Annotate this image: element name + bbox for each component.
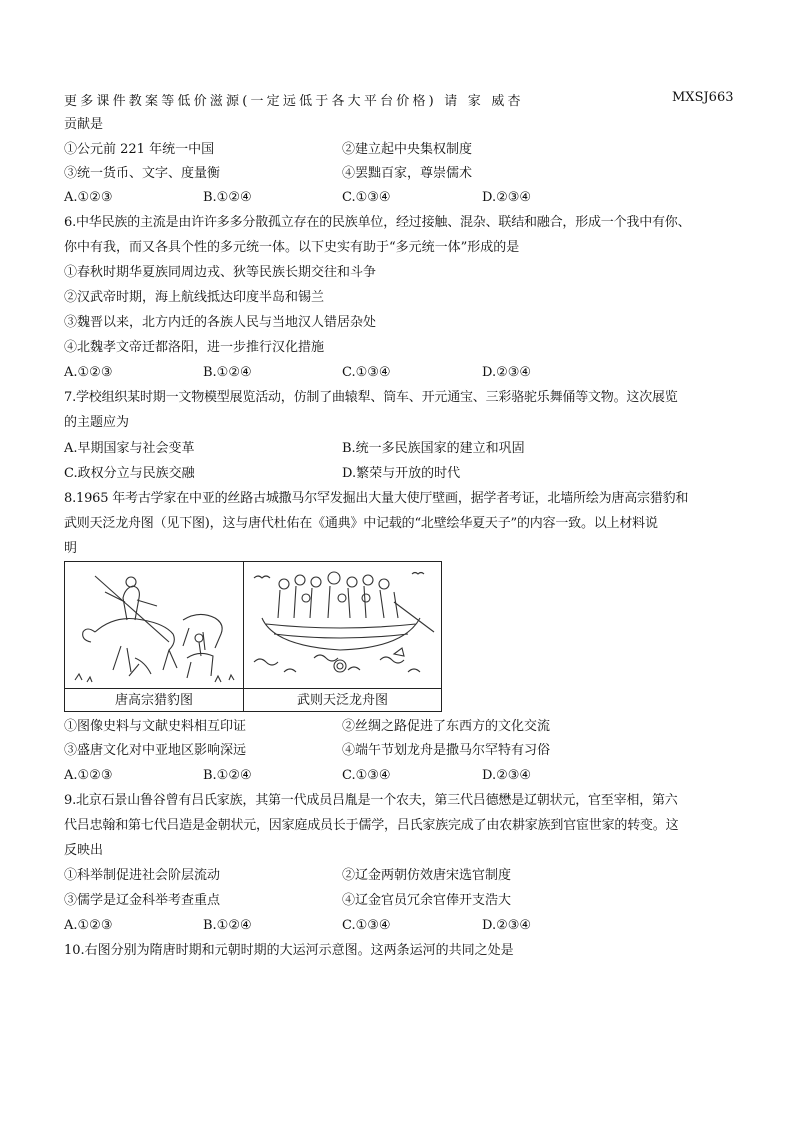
q6-option-c: C.①③④ [342, 365, 391, 380]
q8-item-2: ②丝绸之路促进了东西方的文化交流 [342, 719, 551, 734]
q8-item-3: ③盛唐文化对中亚地区影响深远 [64, 743, 247, 758]
q8-option-b: B.①②④ [203, 768, 252, 783]
dragon-boat-scene-cell [244, 562, 441, 688]
mural-figure-table [64, 561, 442, 712]
q5-option-b: B.①②④ [203, 190, 252, 205]
q9-item-4: ④辽金官员冗余官俸开支浩大 [342, 893, 512, 908]
q6-option-d: D.②③④ [482, 365, 532, 380]
q5-option-d: D.②③④ [482, 190, 532, 205]
q9-item-2: ②辽金两朝仿效唐宋选官制度 [342, 868, 512, 883]
q8-option-c: C.①③④ [342, 768, 391, 783]
q9-option-c: C.①③④ [342, 918, 391, 933]
q10-stem: 10.右图分别为隋唐时期和元朝时期的大运河示意图。这两条运河的共同之处是 [64, 943, 514, 958]
figure-caption-hunting: 唐高宗猎豹图 [65, 688, 244, 712]
q5-item-4: ④罢黜百家，尊崇儒术 [342, 166, 473, 181]
q5-stem-tail: 贡献是 [64, 117, 104, 132]
q7-option-d: D.繁荣与开放的时代 [342, 466, 461, 481]
q6-option-b: B.①②④ [203, 365, 252, 380]
q9-item-1: ①科举制促进社会阶层流动 [64, 868, 221, 883]
q9-stem-line-1: 9.北京石景山鲁谷曾有吕氏家族，其第一代成员吕胤是一个农夫，第三代吕德懋是辽朝状元，官至宰相，第六 [64, 793, 678, 808]
q8-stem-line-2: 武则天泛龙舟图（见下图)，这与唐代杜佑在《通典》中记载的“北壁绘华夏天子”的内容一致。以上材料说 [64, 516, 658, 531]
q8-stem-line-3: 明 [64, 541, 78, 556]
q9-option-a: A.①②③ [64, 918, 113, 933]
q9-stem-line-3: 反映出 [64, 843, 104, 858]
q5-option-c: C.①③④ [342, 190, 391, 205]
q5-item-3: ③统一货币、文字、度量衡 [64, 166, 221, 181]
q6-option-a: A.①②③ [64, 365, 113, 380]
q5-item-1: ①公元前 221 年统一中国 [64, 142, 215, 157]
q5-option-a: A.①②③ [64, 190, 113, 205]
q6-item-3: ③魏晋以来，北方内迁的各族人民与当地汉人错居杂处 [64, 315, 377, 330]
figure-caption-dragon-boat: 武则天泛龙舟图 [244, 688, 441, 712]
q6-stem-line-1: 6.中华民族的主流是由许许多多分散孤立存在的民族单位，经过接触、混杂、联结和融合，形成一个我中有你、 [64, 215, 691, 230]
q6-item-4: ④北魏孝文帝迁都洛阳，进一步推行汉化措施 [64, 340, 325, 355]
q9-item-3: ③儒学是辽金科举考查重点 [64, 893, 221, 908]
q7-option-b: B.统一多民族国家的建立和巩固 [342, 441, 525, 456]
q8-item-1: ①图像史料与文献史料相互印证 [64, 719, 247, 734]
q7-option-c: C.政权分立与民族交融 [64, 466, 195, 481]
q7-stem-line-2: 的主题应为 [64, 415, 130, 430]
header-promo-text: 更多课件教案等低价滋源(一定远低于各大平台价格) 请 家 威杏 [64, 94, 524, 109]
q8-item-4: ④端午节划龙舟是撒马尔罕特有习俗 [342, 743, 551, 758]
q5-item-2: ②建立起中央集权制度 [342, 142, 473, 157]
hunting-scene-illustration [65, 562, 243, 688]
q8-option-d: D.②③④ [482, 768, 532, 783]
hunting-scene-cell [65, 562, 244, 688]
q7-option-a: A.早期国家与社会变革 [64, 441, 195, 456]
q8-stem-line-1: 8.1965 年考古学家在中亚的丝路古城撒马尔罕发掘出大量大使厅壁画，据学者考证，北墙所绘为唐高宗猎豹和 [64, 491, 689, 506]
q6-item-2: ②汉武帝时期，海上航线抵达印度半岛和锡兰 [64, 290, 325, 305]
q7-stem-line-1: 7.学校组织某时期一文物模型展览活动，仿制了曲辕犁、筒车、开元通宝、三彩骆驼乐舞俑等文物。这次展览 [64, 390, 678, 405]
q8-option-a: A.①②③ [64, 768, 113, 783]
dragon-boat-illustration [244, 562, 440, 688]
q9-stem-line-2: 代吕忠翰和第七代吕造是金朝状元，因家庭成员长于儒学，吕氏家族完成了由农耕家族到官宦世家的转变。这 [64, 818, 679, 833]
q9-option-d: D.②③④ [482, 918, 532, 933]
q6-item-1: ①春秋时期华夏族同周边戎、狄等民族长期交往和斗争 [64, 265, 377, 280]
q9-option-b: B.①②④ [203, 918, 252, 933]
header-code: MXSJ663 [672, 90, 734, 105]
q6-stem-line-2: 你中有我，而又各具个性的多元统一体。以下史实有助于“多元统一体”形成的是 [64, 240, 520, 255]
